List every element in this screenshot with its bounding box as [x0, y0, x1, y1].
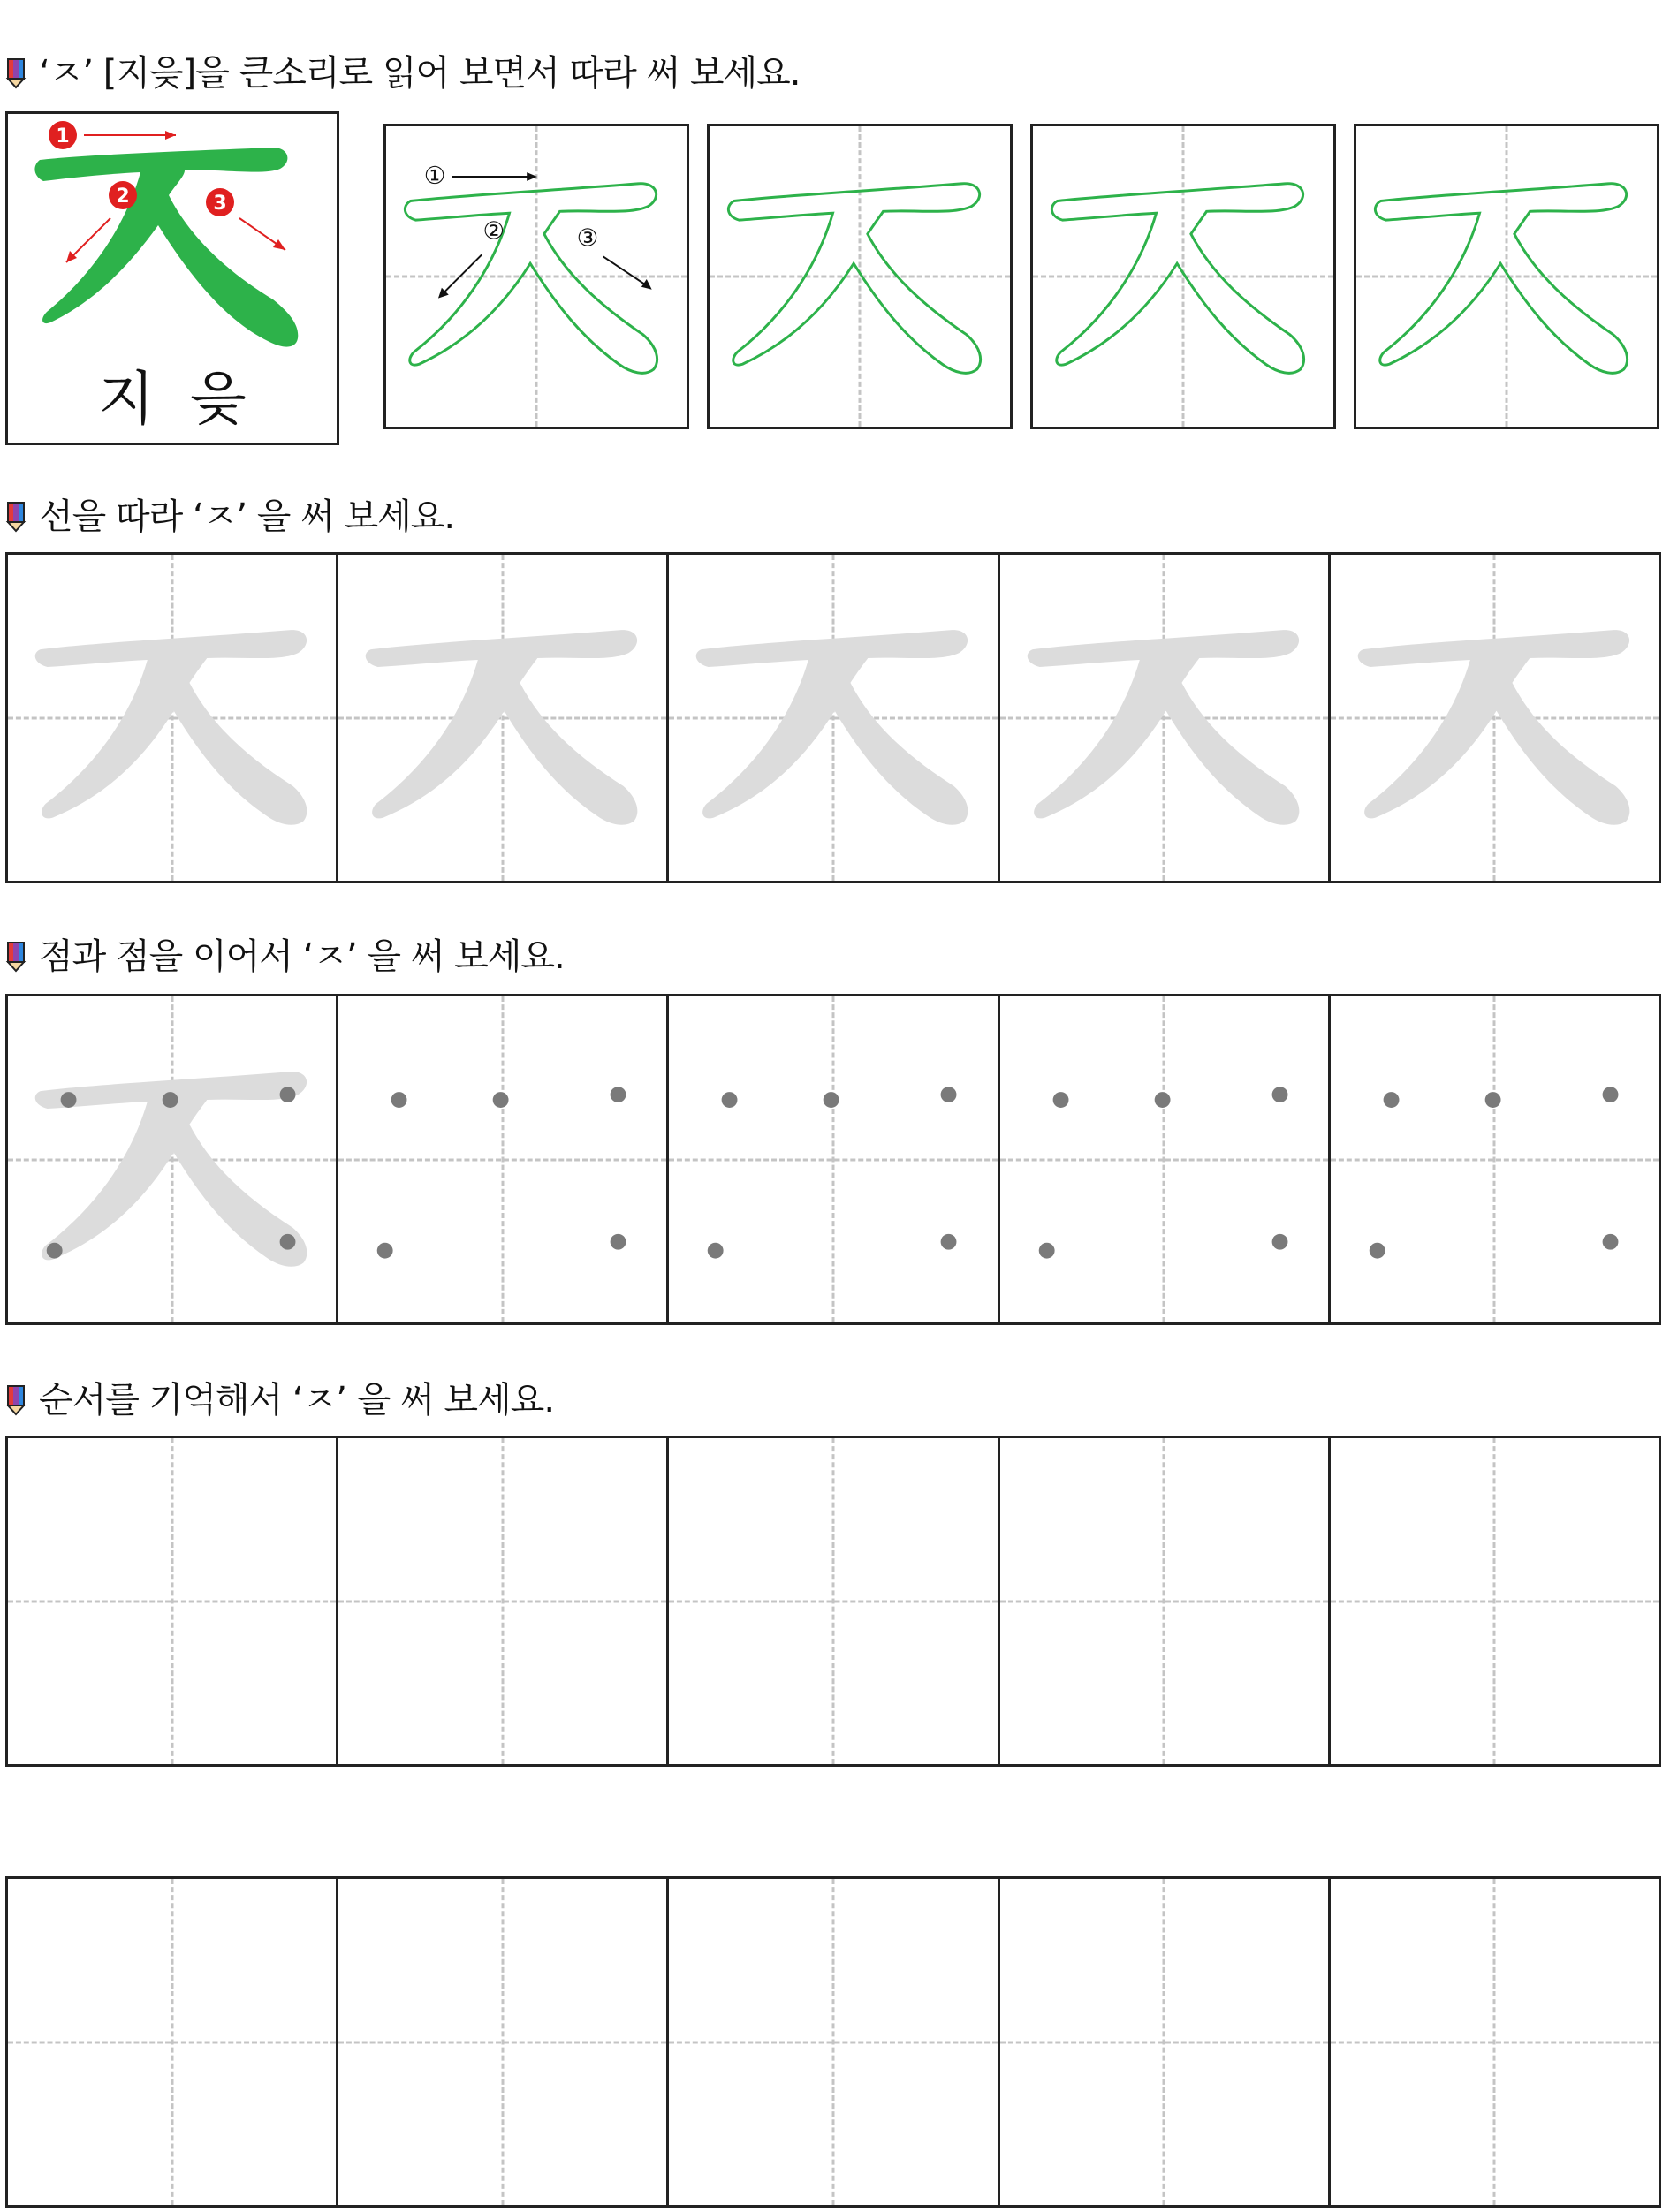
pencil-icon	[5, 57, 28, 89]
blank-row-1	[5, 1436, 1661, 1767]
blank-cell[interactable]	[338, 1879, 669, 2205]
trace-cell[interactable]	[338, 555, 669, 881]
instruction-read-and-trace	[5, 51, 801, 95]
pencil-icon	[5, 501, 28, 533]
guide-horizontal	[338, 2041, 666, 2043]
gray-trace-letter	[8, 555, 336, 881]
guide-horizontal	[338, 1600, 666, 1602]
dots-row	[5, 994, 1661, 1325]
instruction-text: 선을 따라 ‘ㅈ’ 을 써 보세요.	[39, 496, 455, 537]
blank-cell[interactable]	[669, 1879, 999, 2205]
stroke-3-number: 3	[213, 193, 227, 215]
guide-horizontal	[1331, 1600, 1659, 1602]
guide-horizontal	[1000, 2041, 1328, 2043]
instruction-trace-lines	[5, 495, 454, 539]
outline-letter-with-order	[386, 126, 687, 427]
gray-trace-letter	[669, 555, 997, 881]
outline-letter	[1033, 126, 1333, 427]
guide-horizontal	[669, 2041, 997, 2043]
trace-cell[interactable]	[1000, 555, 1331, 881]
pencil-icon	[5, 1384, 28, 1416]
outline-letter	[710, 126, 1010, 427]
model-letter-shape	[34, 148, 298, 347]
guide-horizontal	[1331, 2041, 1659, 2043]
blank-cell[interactable]	[1331, 1438, 1659, 1764]
stroke-1-arrowhead	[527, 172, 537, 181]
stroke-1-arrowhead	[165, 131, 176, 140]
dots-cell[interactable]	[338, 996, 669, 1322]
instruction-text: ‘ㅈ’ [지읒]을 큰소리로 읽어 보면서 따라 써 보세요.	[39, 53, 801, 94]
stroke-3-circled-number: ③	[576, 223, 599, 253]
stroke-3-arrow	[603, 256, 650, 287]
guide-horizontal	[8, 1600, 336, 1602]
outline-cell[interactable]	[1354, 124, 1659, 429]
blank-cell[interactable]	[1000, 1438, 1331, 1764]
gray-trace-letter-with-dots	[8, 996, 336, 1322]
stroke-3-arrowhead	[273, 239, 285, 250]
guide-horizontal	[669, 1600, 997, 1602]
model-letter-card	[5, 111, 339, 445]
dot-guides	[669, 996, 997, 1322]
trace-cell[interactable]	[8, 555, 338, 881]
pencil-icon	[5, 941, 28, 973]
instruction-from-memory	[5, 1378, 554, 1422]
blank-cell[interactable]	[338, 1438, 669, 1764]
stroke-2-number: 2	[116, 186, 130, 208]
stroke-1-circled-number: ①	[423, 161, 446, 190]
dot-guides	[1000, 996, 1328, 1322]
instruction-connect-dots	[5, 935, 565, 979]
trace-row	[5, 552, 1661, 883]
gray-trace-letter	[1000, 555, 1328, 881]
instruction-text: 순서를 기억해서 ‘ㅈ’ 을 써 보세요.	[39, 1380, 555, 1420]
stroke-3-arrowhead	[641, 279, 652, 290]
instruction-text: 점과 점을 이어서 ‘ㅈ’ 을 써 보세요.	[39, 936, 565, 977]
blank-cell[interactable]	[1000, 1879, 1331, 2205]
stroke-2-arrow	[440, 254, 482, 296]
gray-trace-letter	[1331, 555, 1659, 881]
dots-cell[interactable]	[8, 996, 338, 1322]
trace-cell[interactable]	[1331, 555, 1659, 881]
blank-cell[interactable]	[669, 1438, 999, 1764]
blank-row-2	[5, 1876, 1661, 2208]
dot-guides	[1331, 996, 1659, 1322]
dot-guides	[338, 996, 666, 1322]
blank-cell[interactable]	[1331, 1879, 1659, 2205]
dots-cell[interactable]	[669, 996, 999, 1322]
outline-letter	[1356, 126, 1657, 427]
outline-cell[interactable]	[383, 124, 689, 429]
dots-cell[interactable]	[1000, 996, 1331, 1322]
outline-cell[interactable]	[1030, 124, 1336, 429]
guide-horizontal	[8, 2041, 336, 2043]
trace-cell[interactable]	[669, 555, 999, 881]
blank-cell[interactable]	[8, 1879, 338, 2205]
gray-trace-letter	[338, 555, 666, 881]
stroke-1-number: 1	[56, 125, 70, 148]
blank-cell[interactable]	[8, 1438, 338, 1764]
dots-cell[interactable]	[1331, 996, 1659, 1322]
guide-horizontal	[1000, 1600, 1328, 1602]
stroke-2-circled-number: ②	[482, 216, 505, 246]
letter-name: 지읒	[98, 364, 282, 433]
outline-cell[interactable]	[707, 124, 1013, 429]
